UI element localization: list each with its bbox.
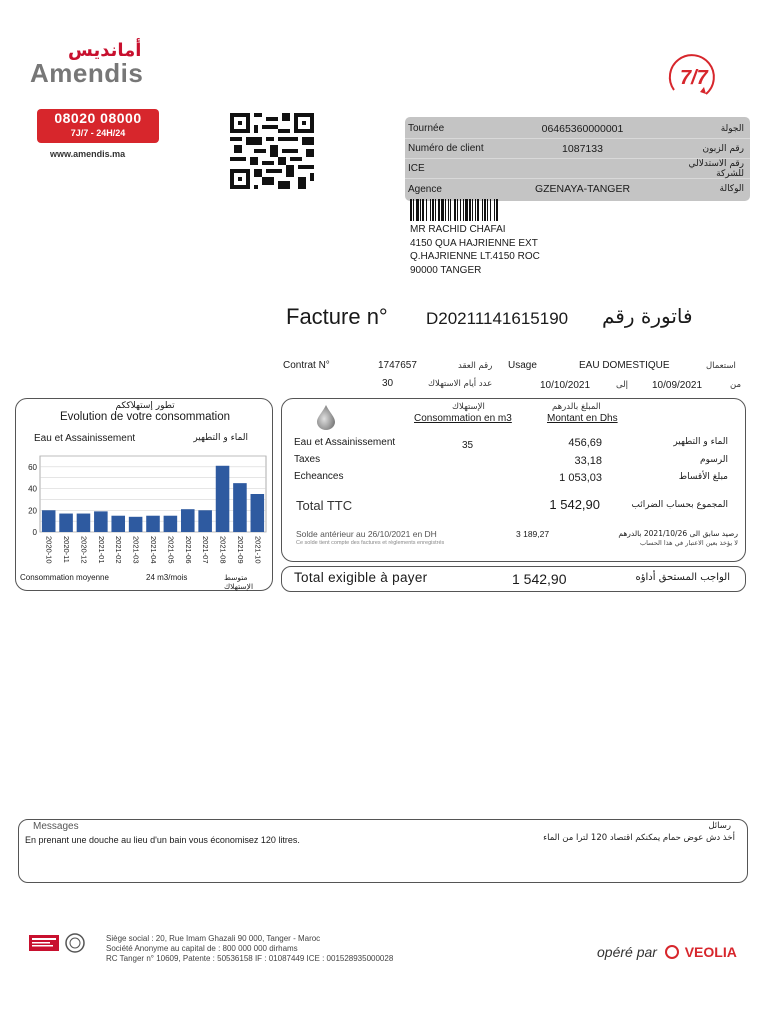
contract-label: Contrat N° <box>283 360 330 371</box>
service-7-7-logo-icon <box>660 50 720 102</box>
svg-text:7/7: 7/7 <box>680 67 708 89</box>
total-ttc-label: Total TTC <box>296 498 353 513</box>
invoice-label: Facture n° <box>286 304 388 329</box>
info-row-client <box>405 139 750 159</box>
chart-ytick-label: 20 <box>28 506 37 516</box>
consumption-bar-chart <box>20 454 270 572</box>
chart-title: Evolution de votre consommation <box>59 411 231 423</box>
detail-row-label: Echeances <box>294 471 344 482</box>
chart-bar <box>129 517 143 532</box>
info-row-agence <box>405 179 750 199</box>
previous-balance-value: 3 189,27 <box>516 529 550 539</box>
info-label-ar: رقم الاستدلالي للشركة <box>688 158 744 179</box>
consumption-header: Consommation en m3 <box>414 413 512 424</box>
chart-xtick-label: 2021-01 <box>96 536 106 564</box>
company-legal-info <box>106 934 393 964</box>
total-ttc-label-ar: المجموع بحساب الضرائب <box>631 500 728 510</box>
usage-value: EAU DOMESTIQUE <box>579 360 670 371</box>
chart-xtick-label: 2021-08 <box>218 536 228 564</box>
chart-subtitle-ar: الماء و التطهير <box>193 433 248 443</box>
messages-panel <box>18 819 748 883</box>
period-to-ar: إلى <box>616 380 629 390</box>
info-row-tournee <box>405 119 750 139</box>
chart-bar <box>111 516 125 532</box>
hotline-badge <box>37 109 159 143</box>
amount-header-ar: المبلغ بالدرهم <box>552 402 601 412</box>
chart-xtick-label: 2021-06 <box>183 536 193 564</box>
info-value: 06465360000001 <box>541 122 624 135</box>
chart-ytick-label: 40 <box>28 484 37 494</box>
footer-line: Société Anonyme au capital de : 800 000 000 dirhams <box>106 944 298 953</box>
chart-xtick-label: 2021-07 <box>201 536 211 564</box>
contract-number: 1747657 <box>378 360 417 371</box>
info-label: Agence <box>408 183 442 195</box>
chart-xtick-label: 2021-03 <box>131 536 141 564</box>
info-value: 1087133 <box>562 142 603 155</box>
average-consumption-label-ar: متوسط الإستهلاك <box>224 573 254 591</box>
chart-bar <box>233 483 247 532</box>
previous-balance-label-ar: رصيد سابق الى 2021/10/26 بالدرهم <box>618 529 738 538</box>
messages-label-ar: رسائل <box>708 821 731 831</box>
days-value: 30 <box>382 378 394 389</box>
messages-label: Messages <box>33 821 79 832</box>
days-label-ar: عدد أيام الاستهلاك <box>428 379 493 389</box>
info-label-ar: الوكالة <box>719 184 744 194</box>
invoice-label-ar: فاتورة رقم <box>602 304 693 328</box>
consumption-header-ar: الإستهلاك <box>452 402 485 412</box>
brand-logo-arabic: أمانديس <box>68 40 142 61</box>
consumption-chart-panel <box>15 398 273 591</box>
address-line: 90000 TANGER <box>410 264 482 276</box>
period-start-date: 10/09/2021 <box>652 380 703 391</box>
operated-by-label: opéré par <box>597 944 657 960</box>
chart-ytick-label: 0 <box>32 528 37 537</box>
footer-line: Siège social : 20, Rue Imam Ghazali 90 000, Tanger - Maroc <box>106 934 321 943</box>
average-consumption-label: Consommation moyenne <box>20 573 109 582</box>
customer-address <box>410 223 540 277</box>
detail-row-qty: 35 <box>462 440 474 451</box>
average-consumption-value: 24 m3/mois <box>146 573 188 582</box>
info-label-ar: الجولة <box>720 123 744 134</box>
detail-row-amount: 456,69 <box>568 437 602 449</box>
chart-bar <box>146 516 160 532</box>
hotline-number: 08020 08000 <box>54 110 142 126</box>
chart-bar <box>42 510 56 532</box>
chart-xtick-label: 2021-05 <box>166 536 176 564</box>
account-info-table <box>405 117 750 201</box>
website-link[interactable]: www.amendis.ma <box>50 149 126 159</box>
info-row-ice <box>405 159 750 179</box>
chart-xtick-label: 2021-10 <box>253 536 263 564</box>
info-label: ICE <box>408 163 425 174</box>
messages-text: En prenant une douche au lieu d'un bain vous économisez 120 litres. <box>25 835 300 845</box>
detail-row-label: Eau et Assainissement <box>294 437 396 448</box>
chart-xtick-label: 2021-02 <box>114 536 124 564</box>
usage-label: Usage <box>508 360 537 371</box>
usage-label-ar: استعمال <box>706 361 736 371</box>
operator-name: VEOLIA <box>684 944 737 960</box>
contract-label-ar: رقم العقد <box>458 361 493 371</box>
period-from-ar: من <box>730 380 742 390</box>
chart-xtick-label: 2020-12 <box>79 536 89 564</box>
chart-xtick-label: 2021-09 <box>235 536 245 564</box>
footer-line: RC Tanger n° 10609, Patente : 50536158 IF : 01087449 ICE : 001528935000028 <box>106 954 394 963</box>
chart-xtick-label: 2020-11 <box>62 536 72 563</box>
chart-bar <box>181 509 195 532</box>
address-line: 4150 QUA HAJRIENNE EXT <box>410 237 538 249</box>
chart-bar <box>216 466 230 532</box>
detail-row-label: Taxes <box>294 454 321 465</box>
info-value: GZENAYA-TANGER <box>534 183 631 195</box>
address-line: Q.HAJRIENNE LT.4150 ROC <box>410 251 540 262</box>
chart-bar <box>94 511 108 532</box>
address-line: MR RACHID CHAFAI <box>410 224 506 235</box>
chart-bar <box>198 510 212 532</box>
certification-logo-icon <box>29 932 89 954</box>
chart-bar <box>164 516 178 532</box>
previous-balance-note: Ce solde tient compte des factures et règlements enregistrés <box>296 540 445 546</box>
total-due-value: 1 542,90 <box>512 571 567 587</box>
chart-title-ar: تطور إستهلاككم <box>115 401 175 411</box>
hotline-hours: 7J/7 - 24H/24 <box>70 128 126 138</box>
chart-bar <box>251 494 265 532</box>
period-end-date: 10/10/2021 <box>540 380 591 391</box>
invoice-number: D20211141615190 <box>426 309 569 328</box>
detail-row-label-ar: الماء و التطهير <box>673 437 728 447</box>
messages-text-ar: أخذ دش عوض حمام يمكنكم اقتصاد 120 لترا من الماء <box>543 833 735 843</box>
water-drop-icon <box>312 403 340 431</box>
amount-header: Montant en Dhs <box>547 413 618 424</box>
previous-balance-label: Solde antérieur au 26/10/2021 en DH <box>296 529 437 539</box>
info-label: Tournée <box>408 123 445 134</box>
chart-bar <box>77 514 91 532</box>
chart-ytick-label: 60 <box>28 462 37 472</box>
chart-xtick-label: 2020-10 <box>44 536 54 564</box>
detail-row-amount: 1 053,03 <box>559 472 602 484</box>
billing-details-panel <box>281 398 746 562</box>
info-label-ar: رقم الزبون <box>702 143 744 154</box>
chart-xtick-label: 2021-04 <box>149 536 159 564</box>
total-due-label: Total exigible à payer <box>294 570 428 585</box>
total-due-label-ar: الواجب المستحق أداؤه <box>635 572 730 583</box>
previous-balance-note-ar: لا يؤخذ بعين الاعتبار في هذا الحساب <box>639 539 738 547</box>
info-label: Numéro de client <box>408 143 484 154</box>
chart-subtitle: Eau et Assainissement <box>34 433 136 444</box>
total-ttc-value: 1 542,90 <box>549 497 600 512</box>
detail-row-label-ar: مبلغ الأقساط <box>678 472 728 482</box>
qr-code-icon <box>230 113 314 189</box>
detail-row-amount: 33,18 <box>574 455 602 467</box>
brand-logo: Amendis <box>30 58 144 88</box>
operator-credit <box>597 944 737 960</box>
total-due-panel <box>281 566 746 592</box>
veolia-logo-icon <box>665 945 679 959</box>
barcode-icon <box>410 199 534 221</box>
detail-row-label-ar: الرسوم <box>700 455 728 465</box>
chart-bar <box>59 514 73 532</box>
